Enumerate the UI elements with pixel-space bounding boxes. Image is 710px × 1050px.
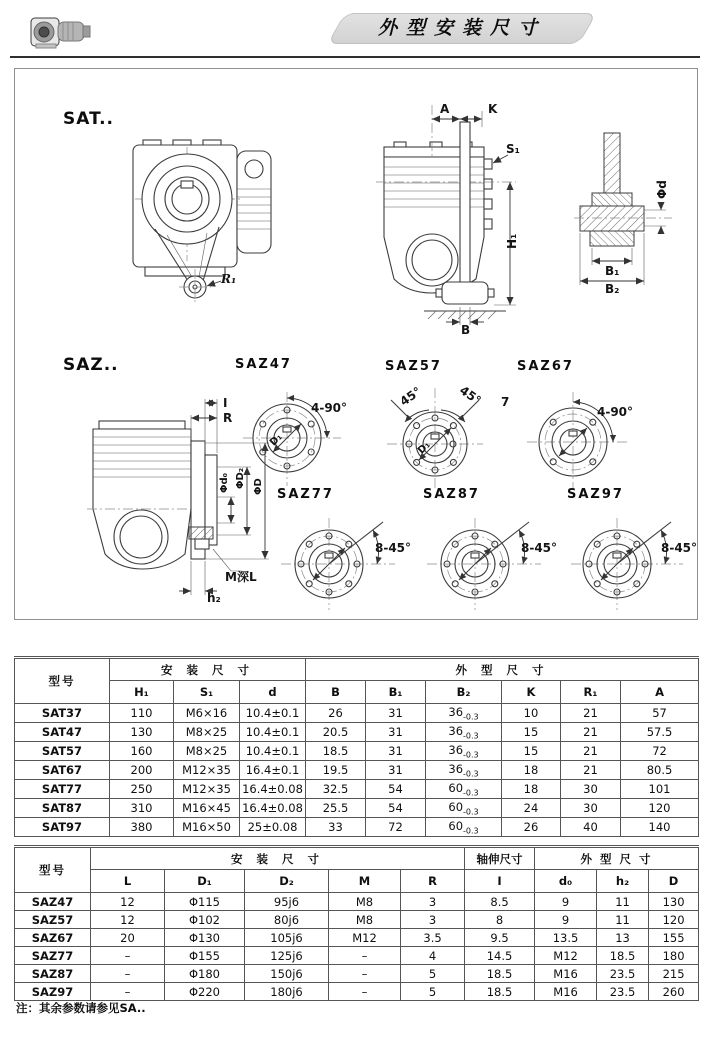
table-row: [15, 911, 699, 929]
cell: 8.5: [465, 893, 535, 911]
col-b1: B₁: [366, 681, 426, 704]
flange-name: SAZ67: [517, 359, 574, 374]
right-angle-annotation: 45°: [457, 383, 484, 408]
cell: 101: [621, 780, 699, 799]
cell: 9: [535, 911, 597, 929]
model-column-header: 型号: [15, 847, 91, 893]
col-r1: R₁: [561, 681, 621, 704]
flange-saz77: [271, 487, 411, 618]
cell-model: SAZ77: [15, 947, 91, 965]
col-d2: D₂: [245, 870, 329, 893]
cell: M8: [329, 893, 401, 911]
table-row: [15, 818, 699, 837]
table-row: [15, 983, 699, 1001]
cell: 3: [401, 893, 465, 911]
cell: 80.5: [621, 761, 699, 780]
cell: 21: [561, 742, 621, 761]
cell: 4: [401, 947, 465, 965]
sat-section-label: SAT..: [63, 109, 115, 129]
flange-name: SAZ87: [423, 487, 480, 502]
cell-model: SAT47: [15, 723, 110, 742]
cell: 30: [561, 780, 621, 799]
cell: 18.5: [597, 947, 649, 965]
cell: 105j6: [245, 929, 329, 947]
install-dims-group-header: 安 装 尺 寸: [110, 658, 306, 681]
angle-annotation: 4-90°: [597, 405, 634, 419]
flange-saz57-drawing: [367, 374, 517, 492]
cell: $36_{-0.3}$: [426, 742, 502, 761]
col-b2: B₂: [426, 681, 502, 704]
b1-dim-label: B₁: [605, 264, 620, 278]
flange-saz47-drawing: [229, 372, 367, 490]
flange-saz87: [417, 487, 557, 618]
cell: Φ220: [165, 983, 245, 1001]
i-dim-label: I: [223, 396, 228, 410]
cell: 26: [306, 704, 366, 723]
cell: 19.5: [306, 761, 366, 780]
cell-model: SAT67: [15, 761, 110, 780]
col-r: R: [401, 870, 465, 893]
phi-d-dim-label: Φd: [655, 180, 669, 199]
m-depth-label: M深L: [225, 570, 257, 584]
col-d0: d₀: [535, 870, 597, 893]
cell: M8×25: [174, 723, 240, 742]
cell: M8: [329, 911, 401, 929]
col-l: L: [91, 870, 165, 893]
table-subheader-row: [15, 870, 699, 893]
flange-name: SAZ57: [385, 359, 442, 374]
cell: 14.5: [465, 947, 535, 965]
table-row: [15, 704, 699, 723]
cell-model: SAZ67: [15, 929, 91, 947]
cell-model: SAZ57: [15, 911, 91, 929]
cell: 72: [621, 742, 699, 761]
cell: $36_{-0.3}$: [426, 704, 502, 723]
cell: 110: [110, 704, 174, 723]
cell: 11: [597, 893, 649, 911]
h1-dim-label: H₁: [505, 233, 519, 249]
cell: 18.5: [306, 742, 366, 761]
table-row: [15, 893, 699, 911]
cell: 57.5: [621, 723, 699, 742]
side-note: 7: [501, 395, 510, 409]
table-row: [15, 799, 699, 818]
cell: 11: [597, 911, 649, 929]
cell: 130: [649, 893, 699, 911]
flange-name: SAZ47: [235, 357, 292, 372]
table-header-row: [15, 847, 699, 870]
cell: 95j6: [245, 893, 329, 911]
cell: M12×35: [174, 761, 240, 780]
table-row: [15, 723, 699, 742]
cell: 10.4±0.1: [240, 704, 306, 723]
cell: Φ130: [165, 929, 245, 947]
cell: 18: [502, 780, 561, 799]
cell: 310: [110, 799, 174, 818]
angle-annotation: 8-45°: [375, 541, 411, 555]
cell: 31: [366, 723, 426, 742]
bushing-detail-drawing: [560, 127, 682, 295]
header-rule: [10, 56, 700, 58]
cell: –: [91, 965, 165, 983]
cell: 54: [366, 799, 426, 818]
saz-section-label: SAZ..: [63, 355, 119, 375]
cell: M16: [535, 965, 597, 983]
col-d: d: [240, 681, 306, 704]
title-banner: [327, 13, 597, 44]
cell: 40: [561, 818, 621, 837]
col-s1: S₁: [174, 681, 240, 704]
flange-saz67-drawing: [511, 374, 661, 492]
cell: –: [329, 947, 401, 965]
saz-dimension-table: [14, 845, 699, 1001]
cell: 160: [110, 742, 174, 761]
table-row: [15, 761, 699, 780]
cell: $60_{-0.3}$: [426, 799, 502, 818]
cell: 15: [502, 742, 561, 761]
cell: M12: [535, 947, 597, 965]
cell: 18: [502, 761, 561, 780]
d2-dim-label: ΦD₂: [235, 467, 246, 489]
cell: –: [91, 947, 165, 965]
cell: 10.4±0.1: [240, 742, 306, 761]
angle-annotation: 8-45°: [661, 541, 698, 555]
flange-name: SAZ97: [567, 487, 624, 502]
cell: 20: [91, 929, 165, 947]
cell: 16.4±0.08: [240, 780, 306, 799]
table-subheader-row: [15, 681, 699, 704]
col-D: D: [649, 870, 699, 893]
h2-dim-label: h₂: [207, 591, 221, 604]
cell: 31: [366, 704, 426, 723]
table-row: [15, 742, 699, 761]
cell-model: SAT37: [15, 704, 110, 723]
cell: 12: [91, 893, 165, 911]
table-row: [15, 929, 699, 947]
cell: 80j6: [245, 911, 329, 929]
cell: 140: [621, 818, 699, 837]
cell: 120: [621, 799, 699, 818]
cell: 12: [91, 911, 165, 929]
s1-dim-label: S₁: [506, 142, 520, 156]
cell: 18.5: [465, 983, 535, 1001]
cell: 57: [621, 704, 699, 723]
d0-dim-label: Φd₀: [219, 472, 230, 493]
cell: 18.5: [465, 965, 535, 983]
cell: M8×25: [174, 742, 240, 761]
cell: 3: [401, 911, 465, 929]
left-angle-annotation: 45°: [397, 384, 424, 409]
cell: 380: [110, 818, 174, 837]
b2-dim-label: B₂: [605, 282, 620, 295]
flange-name: SAZ77: [277, 487, 334, 502]
cell: $36_{-0.3}$: [426, 761, 502, 780]
flange-saz47: [229, 357, 367, 494]
cell: 15: [502, 723, 561, 742]
cell-model: SAT77: [15, 780, 110, 799]
cell: 10.4±0.1: [240, 723, 306, 742]
model-column-header: 型号: [15, 658, 110, 704]
cell: M6×16: [174, 704, 240, 723]
cell: 120: [649, 911, 699, 929]
cell: 9.5: [465, 929, 535, 947]
flange-saz77-drawing: [271, 502, 411, 614]
cell: 130: [110, 723, 174, 742]
cell: 155: [649, 929, 699, 947]
r1-dim-label: R₁: [221, 272, 237, 286]
col-b: B: [306, 681, 366, 704]
cell: 200: [110, 761, 174, 780]
cell: 32.5: [306, 780, 366, 799]
sat-front-view-drawing: [115, 131, 285, 309]
cell: 24: [502, 799, 561, 818]
cell: $60_{-0.3}$: [426, 780, 502, 799]
cell: $60_{-0.3}$: [426, 818, 502, 837]
sat-side-view-drawing: [360, 97, 540, 335]
cell: 10: [502, 704, 561, 723]
table-row: [15, 947, 699, 965]
cell: Φ102: [165, 911, 245, 929]
footnote: 注：其余参数请参见SA..: [16, 1001, 146, 1015]
table-row: [15, 780, 699, 799]
cell: Φ155: [165, 947, 245, 965]
cell: 3.5: [401, 929, 465, 947]
angle-annotation: 4-90°: [311, 401, 348, 415]
k-dim-label: K: [488, 102, 498, 116]
col-a: A: [621, 681, 699, 704]
cell: 9: [535, 893, 597, 911]
cell: 16.4±0.1: [240, 761, 306, 780]
col-d1: D₁: [165, 870, 245, 893]
cell: 23.5: [597, 983, 649, 1001]
cell: 21: [561, 761, 621, 780]
flange-saz67: [511, 359, 661, 496]
col-h1: H₁: [110, 681, 174, 704]
cell: 8: [465, 911, 535, 929]
D-dim-label: ΦD: [253, 478, 264, 495]
cell-model: SAZ97: [15, 983, 91, 1001]
cell: 31: [366, 761, 426, 780]
col-m: M: [329, 870, 401, 893]
cell: Φ115: [165, 893, 245, 911]
cell: 250: [110, 780, 174, 799]
col-i: I: [465, 870, 535, 893]
cell: 13: [597, 929, 649, 947]
sat-dimension-table: [14, 656, 699, 837]
cell: –: [329, 983, 401, 1001]
cell: 150j6: [245, 965, 329, 983]
angle-annotation: 8-45°: [521, 541, 557, 555]
bore-dim-label: D₁: [267, 431, 285, 449]
page-title: 外型安装尺寸: [377, 17, 546, 39]
cell: 260: [649, 983, 699, 1001]
a-dim-label: A: [440, 102, 450, 116]
bore-dim-label: D₁: [415, 439, 433, 457]
cell: M12×35: [174, 780, 240, 799]
cell-model: SAT87: [15, 799, 110, 818]
cell: 180j6: [245, 983, 329, 1001]
cell: 21: [561, 723, 621, 742]
cell: –: [329, 965, 401, 983]
cell: 125j6: [245, 947, 329, 965]
cell: 54: [366, 780, 426, 799]
cell-model: SAZ47: [15, 893, 91, 911]
cell: 25.5: [306, 799, 366, 818]
flange-saz87-drawing: [417, 502, 557, 614]
table-row: [15, 965, 699, 983]
gearmotor-photo-icon: [28, 8, 94, 52]
cell: M16: [535, 983, 597, 1001]
shaft-dims-group-header: 轴伸尺寸: [465, 847, 535, 870]
outline-dims-group-header: 外 型 尺 寸: [306, 658, 699, 681]
cell: 23.5: [597, 965, 649, 983]
cell: 5: [401, 965, 465, 983]
cell: 26: [502, 818, 561, 837]
cell: 180: [649, 947, 699, 965]
cell: 5: [401, 983, 465, 1001]
flange-saz97: [561, 487, 699, 618]
flange-saz97-drawing: [561, 502, 699, 614]
cell: M16×50: [174, 818, 240, 837]
cell: 215: [649, 965, 699, 983]
r-dim-label: R: [223, 411, 233, 425]
col-h2: h₂: [597, 870, 649, 893]
cell: 72: [366, 818, 426, 837]
cell: M12: [329, 929, 401, 947]
cell: 33: [306, 818, 366, 837]
cell: $36_{-0.3}$: [426, 723, 502, 742]
cell-model: SAT57: [15, 742, 110, 761]
flange-saz57: [367, 359, 517, 496]
cell: Φ180: [165, 965, 245, 983]
cell: 16.4±0.08: [240, 799, 306, 818]
table-header-row: [15, 658, 699, 681]
drawing-panel: [14, 68, 698, 620]
cell-model: SAZ87: [15, 965, 91, 983]
cell-model: SAT97: [15, 818, 110, 837]
cell: 25±0.08: [240, 818, 306, 837]
cell: 20.5: [306, 723, 366, 742]
b-dim-label: B: [461, 323, 471, 335]
cell: 13.5: [535, 929, 597, 947]
cell: M16×45: [174, 799, 240, 818]
col-k: K: [502, 681, 561, 704]
install-dims-group-header: 安 装 尺 寸: [91, 847, 465, 870]
outline-dims-group-header: 外 型 尺 寸: [535, 847, 699, 870]
cell: 31: [366, 742, 426, 761]
cell: –: [91, 983, 165, 1001]
cell: 21: [561, 704, 621, 723]
cell: 30: [561, 799, 621, 818]
